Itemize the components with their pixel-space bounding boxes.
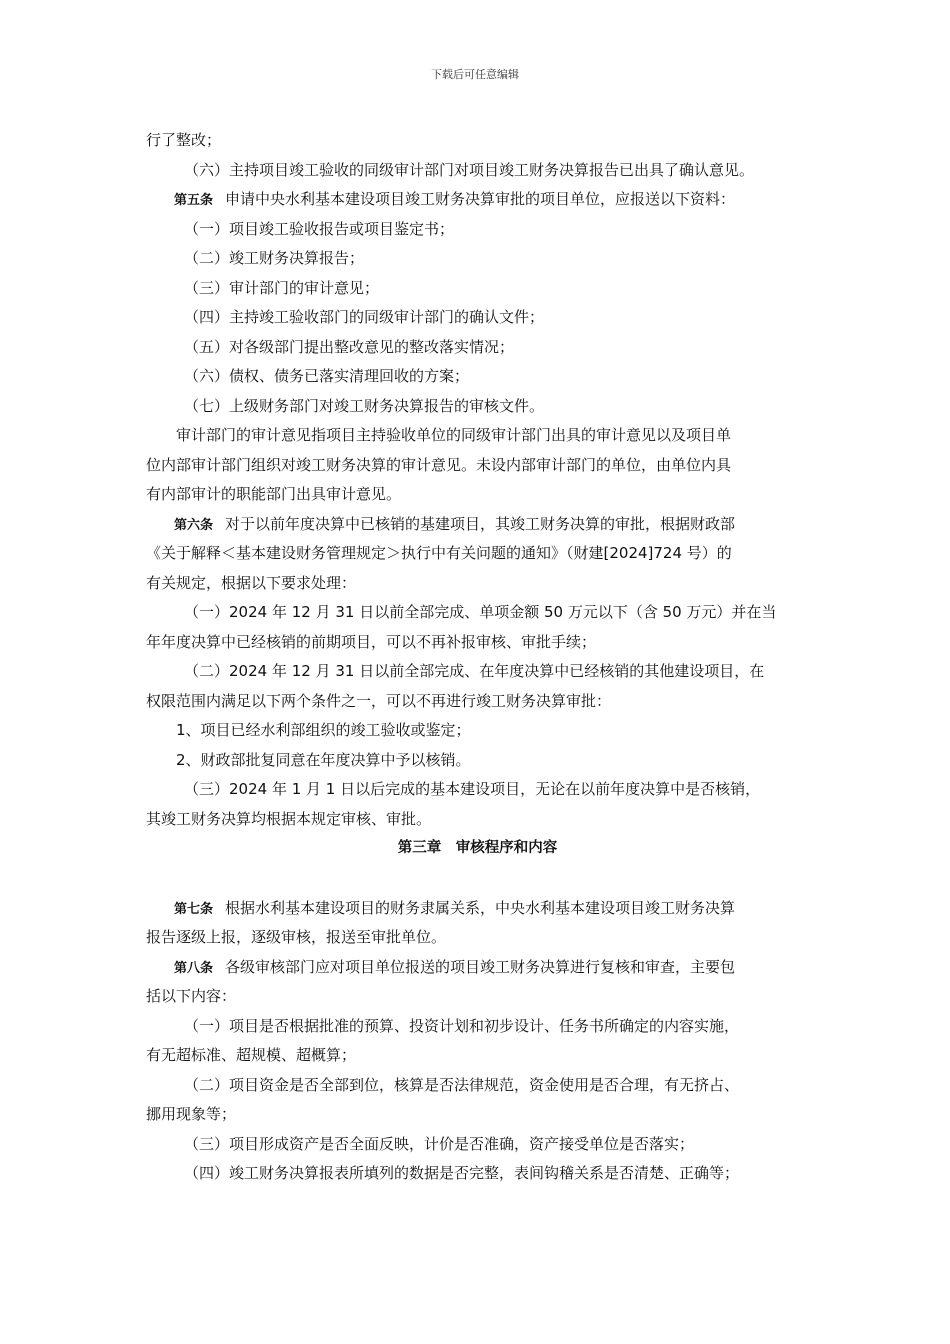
list-item: （五）对各级部门提出整改意见的整改落实情况； [184,337,515,356]
paragraph-line: 位内部审计部门组织对竣工财务决算的审计意见。未设内部审计部门的单位，由单位内具 [146,455,732,474]
article-text: 申请中央水利基本建设项目竣工财务决算审批的项目单位，应报送以下资料： [225,190,736,208]
list-item: （一）项目是否根据批准的预算、投资计划和初步设计、任务书所确定的内容实施， [184,1016,740,1035]
text-line: 行了整改； [146,131,222,149]
list-item: 1、项目已经水利部组织的竣工验收或鉴定； [176,721,471,739]
paragraph-line: 有内部审计的职能部门出具审计意见。 [146,485,402,503]
list-item: （二）2024 年 12 月 31 日以前全部完成、在年度决算中已经核销的其他建设项目，在 [184,662,765,680]
paragraph-line: 报告逐级上报，逐级审核，报送至审批单位。 [146,928,447,946]
list-item: （六）主持项目竣工验收的同级审计部门对项目竣工财务决算报告已出具了确认意见。 [184,160,755,179]
article-6 [146,510,806,540]
list-item: 2、财政部批复同意在年度决算中予以核销。 [176,750,471,769]
paragraph-line: 挪用现象等； [146,1105,237,1123]
chapter-heading: 第三章 审核程序和内容 [397,840,558,856]
list-item: （一）项目竣工验收报告或项目鉴定书； [184,219,455,238]
article-7 [146,894,806,924]
paragraph-line: 年年度决算中已经核销的前期项目，可以不再补报审核、审批手续； [146,632,597,651]
list-item: （二）项目资金是否全部到位，核算是否法律规范，资金使用是否合理，有无挤占、 [184,1075,740,1094]
document-body [146,126,806,1189]
article-label: 第五条 [174,193,214,208]
paragraph-line: 审计部门的审计意见指项目主持验收单位的同级审计部门出具的审计意见以及项目单 [176,426,732,444]
article-text: 对于以前年度决算中已核销的基建项目，其竣工财务决算的审批，根据财政部 [225,514,736,533]
paragraph-line: 其竣工财务决算均根据本规定审核、审批。 [146,809,432,828]
list-item: （一）2024 年 12 月 31 日以前全部完成、单项金额 50 万元以下（含 50 万元）并在当 [184,603,777,621]
paragraph-line: 权限范围内满足以下两个条件之一，可以不再进行竣工财务决算审批： [146,691,612,710]
article-label: 第七条 [174,901,214,917]
article-label: 第六条 [174,517,214,533]
paragraph-line: 括以下内容： [146,987,237,1005]
list-item: （七）上级财务部门对竣工财务决算报告的审核文件。 [184,396,545,415]
article-label: 第八条 [174,960,214,976]
spacer [146,864,806,894]
paragraph-line: 《关于解释＜基本建设财务管理规定＞执行中有关问题的通知》（财建[2024]724 号）的 [146,544,732,562]
paragraph-line: 有关规定，根据以下要求处理： [146,573,357,592]
list-item: （四）主持竣工验收部门的同级审计部门的确认文件； [184,308,545,326]
page-header: 下载后可任意编辑 [431,68,519,81]
list-item: （三）审计部门的审计意见； [184,278,380,297]
article-text: 各级审核部门应对项目单位报送的项目竣工财务决算进行复核和审查，主要包 [225,957,736,976]
list-item: （三）2024 年 1 月 1 日以后完成的基本建设项目，无论在以前年度决算中是否核销， [184,780,761,798]
article-text: 根据水利基本建设项目的财务隶属关系，中央水利基本建设项目竣工财务决算 [225,898,736,917]
article-8 [146,953,806,983]
article-5 [146,185,806,215]
list-item: （六）债权、债务已落实清理回收的方案； [184,367,470,385]
list-item: （三）项目形成资产是否全面反映，计价是否准确，资产接受单位是否落实； [184,1134,695,1153]
paragraph-line: 有无超标准、超规模、超概算； [146,1046,357,1064]
list-item: （四）竣工财务决算报表所填列的数据是否完整，表间钩稽关系是否清楚、正确等； [184,1164,740,1182]
list-item: （二）竣工财务决算报告； [184,249,365,267]
